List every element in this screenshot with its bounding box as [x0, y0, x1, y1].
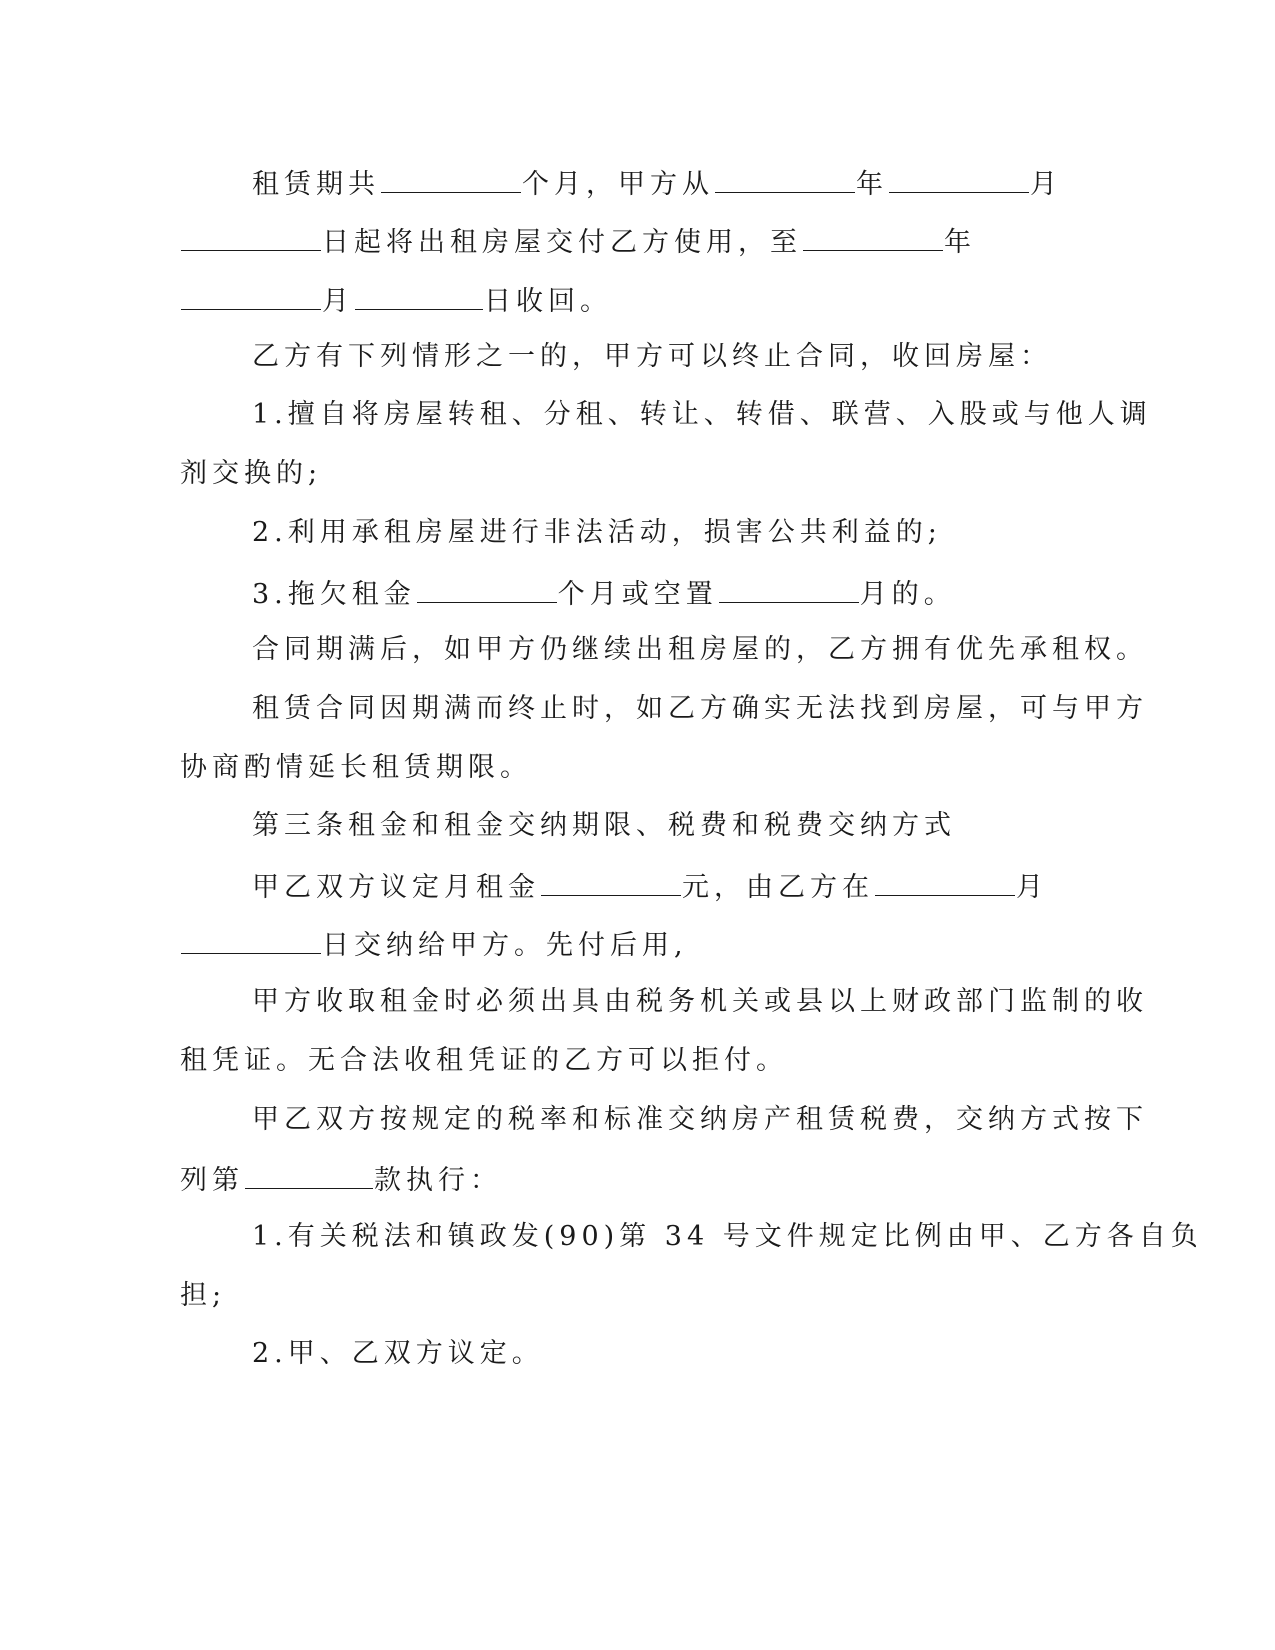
text: 日交纳给甲方。先付后用, — [322, 930, 688, 961]
text: 月 — [1016, 872, 1048, 903]
line-clause-choice — [180, 1158, 502, 1198]
blank-field[interactable] — [803, 220, 943, 251]
line-arrears — [252, 572, 956, 612]
text: 3.拖欠租金 — [252, 579, 416, 610]
paragraph-line: 甲乙双方按规定的税率和标准交纳房产租赁税费，交纳方式按下 — [252, 1104, 1148, 1135]
text: 元，由乙方在 — [682, 872, 874, 903]
line-lease-term — [252, 162, 1062, 202]
blank-field[interactable] — [181, 923, 321, 954]
paragraph-line: 1.擅自将房屋转租、分租、转让、转借、联营、入股或与他人调 — [252, 399, 1152, 430]
paragraph-line: 2.利用承租房屋进行非法活动，损害公共利益的; — [252, 517, 942, 548]
line-return — [180, 279, 612, 319]
text: 年 — [856, 169, 888, 200]
blank-field[interactable] — [181, 220, 321, 251]
blank-field[interactable] — [875, 865, 1015, 896]
blank-field[interactable] — [245, 1158, 373, 1189]
section-heading: 第三条租金和租金交纳期限、税费和税费交纳方式 — [252, 810, 956, 841]
text: 年 — [944, 227, 976, 258]
blank-field[interactable] — [719, 572, 859, 603]
text: 甲乙双方议定月租金 — [252, 872, 540, 903]
text: 日收回。 — [484, 286, 612, 317]
line-monthly-rent — [252, 865, 1048, 905]
blank-field[interactable] — [889, 162, 1029, 193]
paragraph-line: 甲方收取租金时必须出具由税务机关或县以上财政部门监制的收 — [252, 986, 1148, 1017]
paragraph-line: 租赁合同因期满而终止时，如乙方确实无法找到房屋，可与甲方 — [252, 693, 1148, 724]
paragraph-line: 租凭证。无合法收租凭证的乙方可以拒付。 — [180, 1045, 788, 1076]
text: 租赁期共 — [252, 169, 380, 200]
text: 列第 — [180, 1165, 244, 1196]
text: 款执行： — [374, 1165, 502, 1196]
paragraph-line: 合同期满后，如甲方仍继续出租房屋的，乙方拥有优先承租权。 — [252, 634, 1148, 665]
paragraph-line: 2.甲、乙双方议定。 — [252, 1338, 544, 1369]
blank-field[interactable] — [381, 162, 521, 193]
line-handover — [180, 220, 976, 260]
text: 月 — [1030, 169, 1062, 200]
text: 个月或空置 — [557, 579, 718, 610]
blank-field[interactable] — [417, 572, 557, 603]
paragraph-line: 剂交换的; — [180, 458, 323, 489]
blank-field[interactable] — [715, 162, 855, 193]
line-payment-day — [180, 923, 688, 963]
paragraph-line: 协商酌情延长租赁期限。 — [180, 752, 532, 783]
paragraph-line: 担; — [180, 1280, 227, 1311]
blank-field[interactable] — [541, 865, 681, 896]
paragraph-line: 1.有关税法和镇政发(90)第 34 号文件规定比例由甲、乙方各自负 — [252, 1221, 1203, 1252]
text: 月 — [322, 286, 354, 317]
text: 月的。 — [859, 579, 956, 610]
text: 个月，甲方从 — [522, 169, 714, 200]
blank-field[interactable] — [355, 279, 483, 310]
text: 日起将出租房屋交付乙方使用，至 — [322, 227, 802, 258]
paragraph-line: 乙方有下列情形之一的，甲方可以终止合同，收回房屋： — [252, 341, 1052, 372]
blank-field[interactable] — [181, 279, 321, 310]
